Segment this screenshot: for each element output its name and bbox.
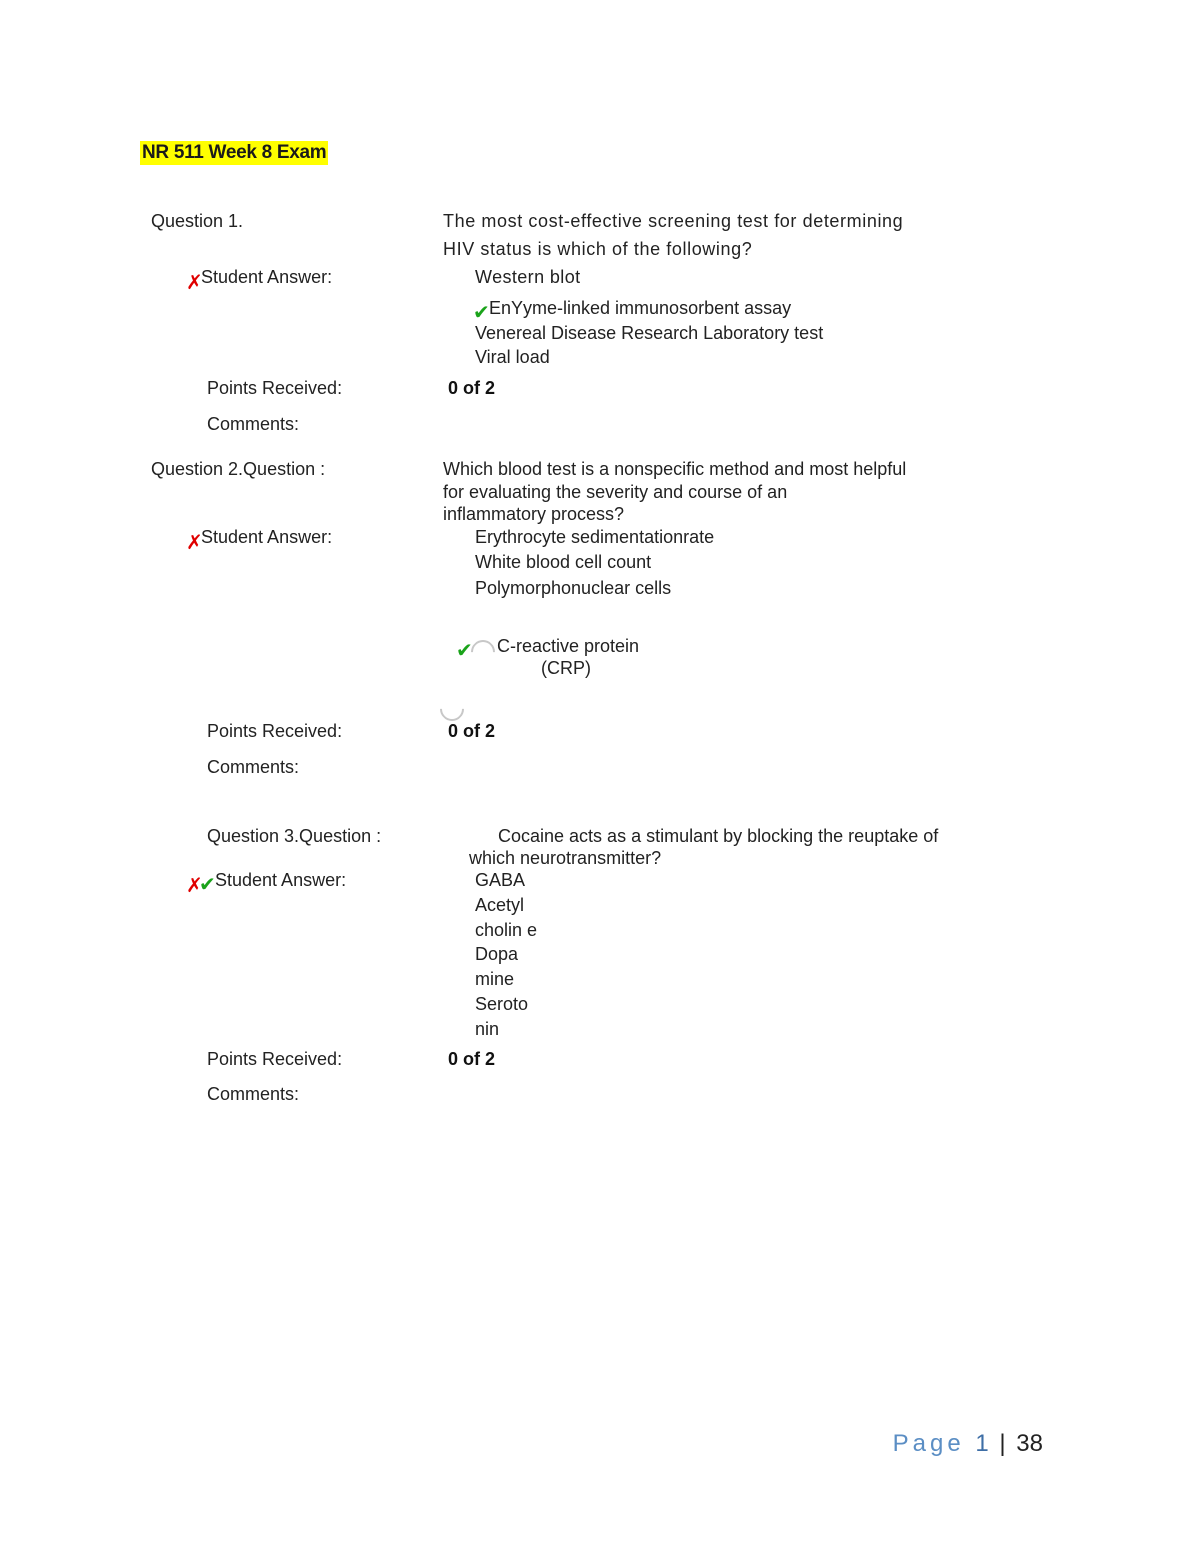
question-1-points-label: Points Received: — [207, 378, 343, 398]
correct-check-icon: ✔ — [473, 302, 490, 324]
correct-check-icon: ✔ — [199, 874, 216, 896]
wrong-x-icon: ✗ — [186, 272, 203, 294]
question-3-text-line-2: which neurotransmitter? — [469, 848, 662, 868]
question-3-label: Question 3.Question : — [207, 826, 382, 846]
question-2-comments-label: Comments: — [207, 757, 300, 777]
question-1-points-value: 0 of 2 — [448, 378, 496, 398]
document-title: NR 511 Week 8 Exam — [142, 142, 327, 163]
page-footer — [893, 1430, 1043, 1458]
question-2-answer-1: Erythrocyte sedimentationrate — [475, 527, 715, 547]
question-2-text-line-1: Which blood test is a nonspecific method and most helpful — [443, 459, 907, 479]
question-3-text-line-1: Cocaine acts as a stimulant by blocking the reuptake of — [498, 826, 939, 846]
question-1-label: Question 1. — [151, 211, 244, 231]
question-3-answer-1: GABA — [475, 870, 526, 890]
question-1-student-answer-label: Student Answer: — [201, 267, 333, 287]
question-1-answer-4: Viral load — [475, 347, 550, 367]
total-pages: 38 — [1016, 1430, 1043, 1457]
question-3-points-label: Points Received: — [207, 1049, 343, 1069]
question-3-answer-4: Dopa — [475, 944, 519, 964]
question-3-answer-3: cholin e — [475, 920, 538, 940]
question-2-answer-4-cont: (CRP) — [541, 658, 591, 678]
question-2-points-label: Points Received: — [207, 721, 343, 741]
question-1-text-line-2: HIV status is which of the following? — [443, 239, 753, 259]
question-2-label: Question 2.Question : — [151, 459, 326, 479]
question-2-answer-4: C-reactive protein — [497, 636, 640, 656]
page-separator: | — [999, 1430, 1006, 1457]
question-3-points-value: 0 of 2 — [448, 1049, 496, 1069]
question-1-text-line-1: The most cost-effective screening test for determining — [443, 211, 904, 231]
question-2-answer-3: Polymorphonuclear cells — [475, 578, 672, 598]
question-2-text-line-3: inflammatory process? — [443, 504, 625, 524]
question-3-student-answer-label: Student Answer: — [215, 870, 347, 890]
wrong-x-icon: ✗ — [186, 532, 203, 554]
question-2-answer-2: White blood cell count — [475, 552, 652, 572]
page-word: Page — [892, 1430, 965, 1457]
page-number: 1 — [975, 1430, 989, 1457]
correct-check-icon: ✔ — [456, 640, 473, 662]
question-3-answer-7: nin — [475, 1019, 500, 1039]
question-1-comments-label: Comments: — [207, 414, 300, 434]
question-2-points-value: 0 of 2 — [448, 721, 496, 741]
question-3-answer-2: Acetyl — [475, 895, 525, 915]
question-2-text-line-2: for evaluating the severity and course of an — [443, 482, 788, 502]
question-1-answer-2: EnYyme-linked immunosorbent assay — [489, 298, 792, 318]
question-3-answer-5: mine — [475, 969, 515, 989]
question-1-answer-1: Western blot — [475, 267, 581, 287]
question-1-answer-3: Venereal Disease Research Laboratory test — [475, 323, 824, 343]
wrong-x-icon: ✗ — [186, 875, 203, 897]
question-3-comments-label: Comments: — [207, 1084, 300, 1104]
question-3-answer-6: Seroto — [475, 994, 529, 1014]
question-2-student-answer-label: Student Answer: — [201, 527, 333, 547]
